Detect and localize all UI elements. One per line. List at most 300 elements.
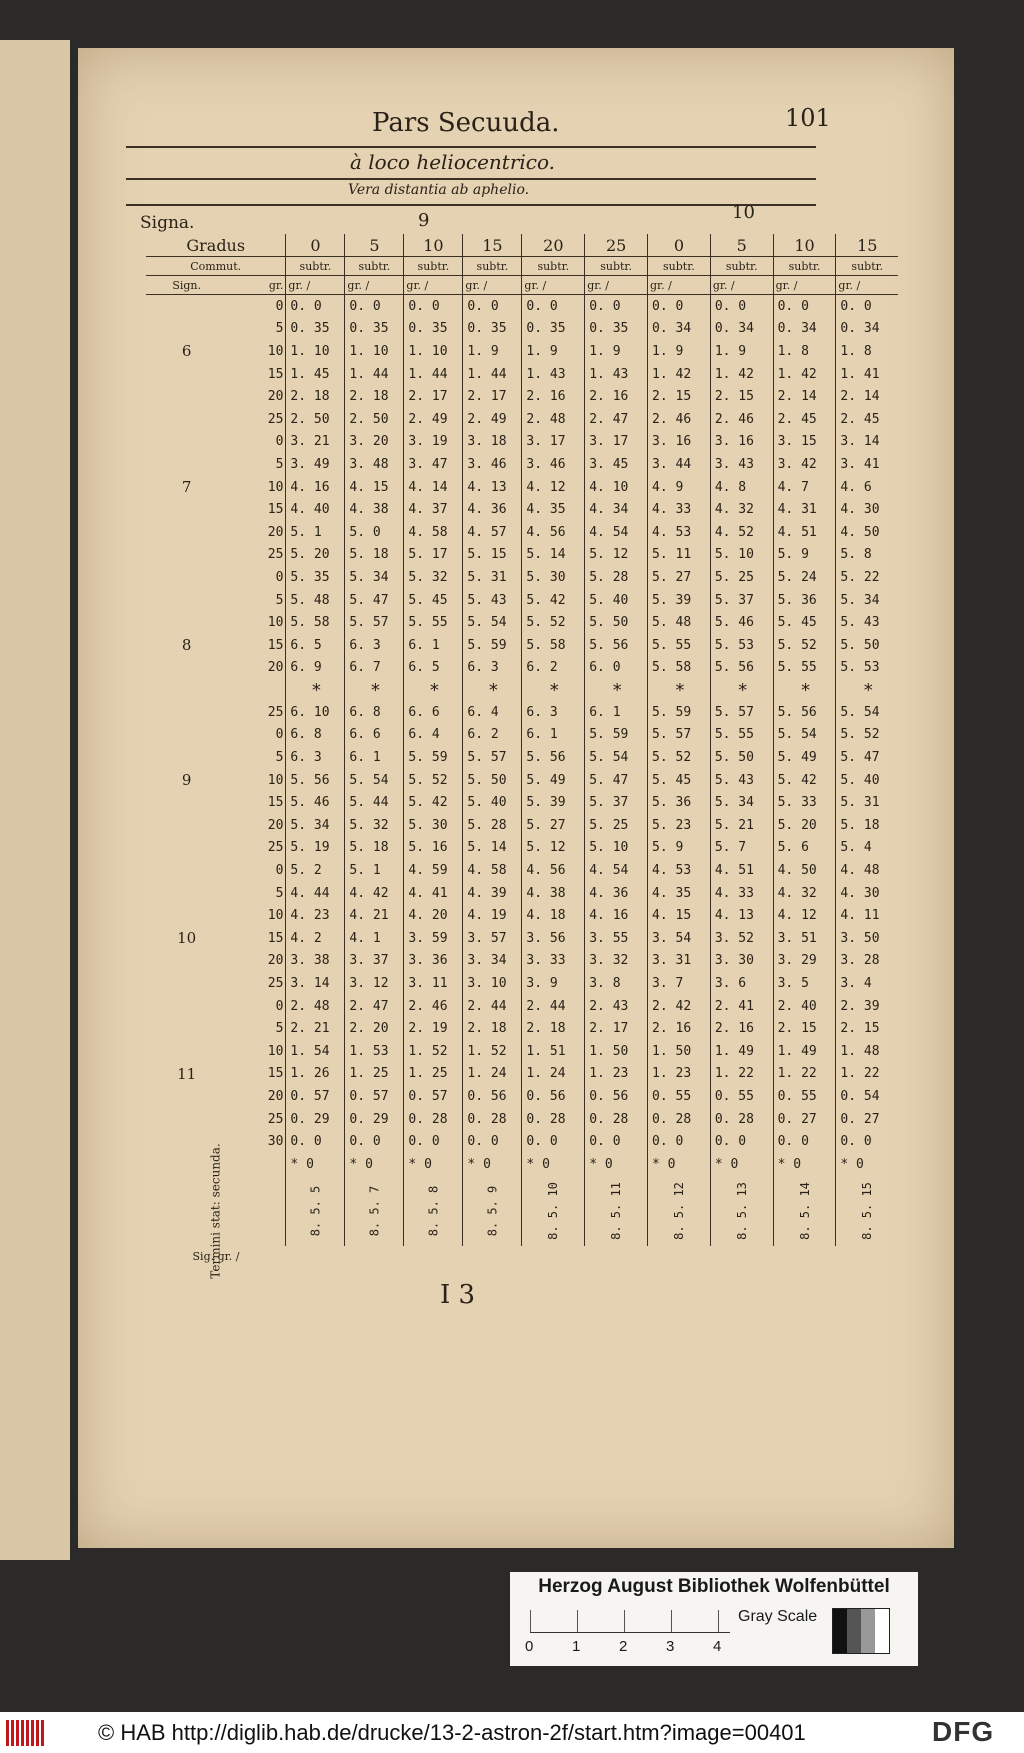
value-cell: 6. 9 bbox=[286, 657, 345, 680]
value-cell: 2. 47 bbox=[345, 995, 404, 1018]
degree-cell: 15 bbox=[267, 366, 284, 382]
degree-cell: 25 bbox=[267, 704, 284, 720]
value-cell: 5. 14 bbox=[522, 544, 585, 567]
value-cell: 5. 16 bbox=[404, 837, 463, 860]
value-cell: 0. 27 bbox=[836, 1108, 898, 1131]
unit-header-row bbox=[146, 276, 898, 295]
commut-label: Commut. bbox=[146, 257, 286, 276]
value-cell: 5. 12 bbox=[522, 837, 585, 860]
column-header: 0 bbox=[286, 234, 345, 257]
sign-cell bbox=[146, 995, 227, 1018]
value-cell: 5. 1 bbox=[286, 521, 345, 544]
value-cell: 0. 35 bbox=[463, 318, 522, 341]
value-cell: 1. 10 bbox=[345, 340, 404, 363]
value-cell: 0. 0 bbox=[522, 295, 585, 318]
value-cell: 5. 56 bbox=[710, 657, 773, 680]
value-cell: 3. 55 bbox=[585, 927, 648, 950]
sign-cell bbox=[146, 1085, 227, 1108]
page-number: 101 bbox=[785, 104, 831, 132]
value-cell: 6. 3 bbox=[522, 701, 585, 724]
value-cell: 1. 23 bbox=[648, 1063, 711, 1086]
value-cell: 0. 0 bbox=[463, 295, 522, 318]
value-cell: 2. 50 bbox=[345, 408, 404, 431]
value-cell: 4. 56 bbox=[522, 521, 585, 544]
value-cell: 5. 54 bbox=[345, 769, 404, 792]
value-cell: 3. 57 bbox=[463, 927, 522, 950]
value-cell: 5. 0 bbox=[345, 521, 404, 544]
unit-label: gr. / bbox=[773, 276, 836, 295]
value-cell: 5. 49 bbox=[522, 769, 585, 792]
value-cell: 4. 12 bbox=[773, 904, 836, 927]
value-cell: 4. 40 bbox=[286, 498, 345, 521]
value-cell: 5. 42 bbox=[404, 791, 463, 814]
table-row bbox=[146, 589, 898, 612]
hab-logo-icon bbox=[6, 1720, 46, 1746]
value-cell: 1. 51 bbox=[522, 1040, 585, 1063]
value-cell: * 0 bbox=[345, 1153, 404, 1176]
library-color-card bbox=[510, 1572, 918, 1666]
value-cell: 1. 52 bbox=[463, 1040, 522, 1063]
footer-bar bbox=[0, 1712, 1024, 1753]
value-cell: 4. 15 bbox=[648, 904, 711, 927]
value-cell: 5. 49 bbox=[773, 746, 836, 769]
unit-label: gr. / bbox=[836, 276, 898, 295]
value-cell: 1. 25 bbox=[345, 1063, 404, 1086]
table-row bbox=[146, 1153, 898, 1176]
value-cell: 5. 24 bbox=[773, 566, 836, 589]
value-cell: 6. 2 bbox=[522, 657, 585, 680]
termini-value: 8. 5. 5 bbox=[308, 1185, 323, 1236]
value-cell: 3. 5 bbox=[773, 972, 836, 995]
value-cell: 1. 22 bbox=[773, 1063, 836, 1086]
value-cell: 0. 34 bbox=[710, 318, 773, 341]
degree-cell: 15 bbox=[267, 637, 284, 653]
value-cell: 5. 20 bbox=[773, 814, 836, 837]
degree-cell: 10 bbox=[267, 1043, 284, 1059]
value-cell: 6. 3 bbox=[345, 634, 404, 657]
value-cell: 1. 43 bbox=[522, 363, 585, 386]
value-cell: 6. 5 bbox=[286, 634, 345, 657]
scale-tick bbox=[624, 1610, 625, 1632]
termini-cell bbox=[522, 1176, 585, 1246]
footer-url[interactable]: © HAB http://diglib.hab.de/drucke/13-2-astron-2f/start.htm?image=00401 bbox=[98, 1720, 806, 1745]
value-cell: 5. 44 bbox=[345, 791, 404, 814]
termini-sub-label: Sig. gr. / bbox=[192, 1250, 240, 1264]
value-cell: 5. 55 bbox=[404, 611, 463, 634]
sign-cell bbox=[146, 611, 227, 634]
termini-label: Termini stat: secunda. bbox=[208, 1142, 223, 1279]
value-cell: * 0 bbox=[585, 1153, 648, 1176]
value-cell: 5. 31 bbox=[463, 566, 522, 589]
value-cell: 1. 41 bbox=[836, 363, 898, 386]
degree-cell: 25 bbox=[267, 840, 284, 856]
value-cell: 4. 10 bbox=[585, 476, 648, 499]
value-cell: 5. 30 bbox=[404, 814, 463, 837]
value-cell: 5. 54 bbox=[773, 724, 836, 747]
value-cell: 3. 51 bbox=[773, 927, 836, 950]
value-cell: 5. 53 bbox=[710, 634, 773, 657]
gr-label: gr. bbox=[227, 276, 286, 295]
value-cell: 4. 18 bbox=[522, 904, 585, 927]
value-cell: * bbox=[404, 679, 463, 701]
value-cell: 0. 0 bbox=[345, 295, 404, 318]
value-cell: 2. 40 bbox=[773, 995, 836, 1018]
value-cell: 4. 31 bbox=[773, 498, 836, 521]
value-cell: 5. 12 bbox=[585, 544, 648, 567]
table-row bbox=[146, 995, 898, 1018]
scale-number: 3 bbox=[666, 1638, 675, 1655]
value-cell: 1. 10 bbox=[404, 340, 463, 363]
value-cell: 2. 39 bbox=[836, 995, 898, 1018]
value-cell: 0. 56 bbox=[522, 1085, 585, 1108]
value-cell: 5. 56 bbox=[773, 701, 836, 724]
value-cell: 5. 27 bbox=[522, 814, 585, 837]
table-row bbox=[146, 769, 898, 792]
value-cell: 4. 16 bbox=[585, 904, 648, 927]
value-cell: 0. 0 bbox=[648, 295, 711, 318]
value-cell: 3. 41 bbox=[836, 453, 898, 476]
degree-cell: 10 bbox=[267, 343, 284, 359]
sign-cell bbox=[146, 521, 227, 544]
value-cell: 5. 53 bbox=[836, 657, 898, 680]
table-row bbox=[146, 701, 898, 724]
value-cell: 4. 13 bbox=[710, 904, 773, 927]
degree-cell: 5 bbox=[275, 1021, 284, 1037]
value-cell: 1. 44 bbox=[345, 363, 404, 386]
value-cell: 5. 55 bbox=[773, 657, 836, 680]
value-cell: 4. 32 bbox=[773, 882, 836, 905]
degree-cell: 5 bbox=[275, 592, 284, 608]
sign-cell bbox=[146, 859, 227, 882]
value-cell: 0. 57 bbox=[286, 1085, 345, 1108]
value-cell: 1. 54 bbox=[286, 1040, 345, 1063]
value-cell: 4. 30 bbox=[836, 498, 898, 521]
termini-row bbox=[146, 1176, 898, 1246]
value-cell: * bbox=[585, 679, 648, 701]
value-cell: 5. 30 bbox=[522, 566, 585, 589]
degree-cell: 20 bbox=[267, 817, 284, 833]
value-cell: 6. 4 bbox=[404, 724, 463, 747]
value-cell: 2. 17 bbox=[404, 385, 463, 408]
value-cell: 4. 33 bbox=[710, 882, 773, 905]
degree-cell: 0 bbox=[275, 727, 284, 743]
value-cell: 4. 20 bbox=[404, 904, 463, 927]
value-cell: 5. 34 bbox=[710, 791, 773, 814]
value-cell: * bbox=[648, 679, 711, 701]
termini-value: 8. 5. 7 bbox=[367, 1185, 382, 1236]
value-cell: 5. 59 bbox=[463, 634, 522, 657]
degree-cell: 5 bbox=[275, 321, 284, 337]
sign-cell: 10 bbox=[177, 929, 197, 948]
value-cell: 0. 0 bbox=[522, 1130, 585, 1153]
value-cell: 3. 45 bbox=[585, 453, 648, 476]
value-cell: 3. 44 bbox=[648, 453, 711, 476]
value-cell: 5. 14 bbox=[463, 837, 522, 860]
table-row bbox=[146, 657, 898, 680]
value-cell: 3. 17 bbox=[585, 431, 648, 454]
value-cell: 6. 2 bbox=[463, 724, 522, 747]
degree-cell: 15 bbox=[267, 930, 284, 946]
table-row bbox=[146, 791, 898, 814]
value-cell: 5. 33 bbox=[773, 791, 836, 814]
sign-cell bbox=[146, 498, 227, 521]
value-cell: 6. 8 bbox=[286, 724, 345, 747]
value-cell: 0. 0 bbox=[585, 1130, 648, 1153]
value-cell: 4. 53 bbox=[648, 521, 711, 544]
sign-cell bbox=[146, 701, 227, 724]
value-cell: 1. 44 bbox=[463, 363, 522, 386]
value-cell: 0. 34 bbox=[648, 318, 711, 341]
value-cell: 5. 42 bbox=[773, 769, 836, 792]
value-cell: 2. 43 bbox=[585, 995, 648, 1018]
value-cell: 4. 14 bbox=[404, 476, 463, 499]
value-cell: 3. 4 bbox=[836, 972, 898, 995]
value-cell: 0. 27 bbox=[773, 1108, 836, 1131]
table-row bbox=[146, 972, 898, 995]
value-cell: 0. 29 bbox=[345, 1108, 404, 1131]
table-row bbox=[146, 611, 898, 634]
value-cell: 0. 0 bbox=[773, 1130, 836, 1153]
value-cell: 4. 42 bbox=[345, 882, 404, 905]
value-cell: 0. 0 bbox=[710, 1130, 773, 1153]
table-row bbox=[146, 724, 898, 747]
value-cell: 6. 1 bbox=[522, 724, 585, 747]
unit-label: gr. / bbox=[710, 276, 773, 295]
value-cell: 2. 14 bbox=[773, 385, 836, 408]
value-cell: 2. 50 bbox=[286, 408, 345, 431]
value-cell: 6. 8 bbox=[345, 701, 404, 724]
table-row bbox=[146, 566, 898, 589]
value-cell: 5. 11 bbox=[648, 544, 711, 567]
degree-cell: 25 bbox=[267, 411, 284, 427]
table-row bbox=[146, 1130, 898, 1153]
value-cell: 0. 0 bbox=[648, 1130, 711, 1153]
value-cell: 0. 28 bbox=[463, 1108, 522, 1131]
termini-cell bbox=[286, 1176, 345, 1246]
value-cell: 3. 52 bbox=[710, 927, 773, 950]
value-cell: 6. 5 bbox=[404, 657, 463, 680]
value-cell: 5. 2 bbox=[286, 859, 345, 882]
table-row bbox=[146, 431, 898, 454]
value-cell: 5. 55 bbox=[710, 724, 773, 747]
table-row bbox=[146, 904, 898, 927]
value-cell: 1. 23 bbox=[585, 1063, 648, 1086]
degree-cell: 25 bbox=[267, 547, 284, 563]
signature-mark: I 3 bbox=[440, 1280, 476, 1310]
value-cell: 1. 9 bbox=[710, 340, 773, 363]
table-row bbox=[146, 859, 898, 882]
value-cell: 6. 3 bbox=[286, 746, 345, 769]
table-row bbox=[146, 1108, 898, 1131]
value-cell: 1. 43 bbox=[585, 363, 648, 386]
subtr-label: subtr. bbox=[404, 257, 463, 276]
degree-cell: 30 bbox=[267, 1134, 284, 1150]
value-cell: 5. 27 bbox=[648, 566, 711, 589]
value-cell: 5. 40 bbox=[585, 589, 648, 612]
value-cell: 2. 46 bbox=[710, 408, 773, 431]
value-cell: 0. 29 bbox=[286, 1108, 345, 1131]
unit-label: gr. / bbox=[522, 276, 585, 295]
value-cell: 5. 50 bbox=[710, 746, 773, 769]
value-cell: * 0 bbox=[648, 1153, 711, 1176]
value-cell: 0. 55 bbox=[648, 1085, 711, 1108]
value-cell: 2. 18 bbox=[463, 1017, 522, 1040]
table-row bbox=[146, 927, 898, 950]
degree-cell: 10 bbox=[267, 772, 284, 788]
value-cell: 0. 28 bbox=[710, 1108, 773, 1131]
value-cell: 4. 39 bbox=[463, 882, 522, 905]
value-cell: 5. 32 bbox=[345, 814, 404, 837]
subtr-label: subtr. bbox=[710, 257, 773, 276]
value-cell: 5. 7 bbox=[710, 837, 773, 860]
table-row bbox=[146, 453, 898, 476]
column-header: 25 bbox=[585, 234, 648, 257]
value-cell: * bbox=[522, 679, 585, 701]
sign-cell bbox=[146, 950, 227, 973]
value-cell: 3. 32 bbox=[585, 950, 648, 973]
value-cell: 2. 46 bbox=[648, 408, 711, 431]
value-cell: 3. 37 bbox=[345, 950, 404, 973]
value-cell: 4. 44 bbox=[286, 882, 345, 905]
degree-cell: 25 bbox=[267, 976, 284, 992]
value-cell: 0. 35 bbox=[585, 318, 648, 341]
value-cell: 2. 44 bbox=[522, 995, 585, 1018]
value-cell: 5. 48 bbox=[286, 589, 345, 612]
value-cell: 5. 47 bbox=[345, 589, 404, 612]
value-cell: 6. 1 bbox=[404, 634, 463, 657]
table-row bbox=[146, 476, 898, 499]
value-cell: 3. 31 bbox=[648, 950, 711, 973]
value-cell: 1. 8 bbox=[773, 340, 836, 363]
value-cell: 5. 57 bbox=[345, 611, 404, 634]
value-cell: 5. 50 bbox=[463, 769, 522, 792]
value-cell: 3. 30 bbox=[710, 950, 773, 973]
value-cell: 5. 10 bbox=[710, 544, 773, 567]
value-cell: 5. 43 bbox=[463, 589, 522, 612]
value-cell: 5. 45 bbox=[648, 769, 711, 792]
value-cell: 5. 40 bbox=[463, 791, 522, 814]
value-cell: 3. 38 bbox=[286, 950, 345, 973]
value-cell: 3. 7 bbox=[648, 972, 711, 995]
value-cell: * 0 bbox=[286, 1153, 345, 1176]
value-cell: 0. 56 bbox=[463, 1085, 522, 1108]
value-cell: 2. 19 bbox=[404, 1017, 463, 1040]
value-cell: * 0 bbox=[710, 1153, 773, 1176]
termini-value: 8. 5. 12 bbox=[671, 1181, 686, 1240]
value-cell: 4. 38 bbox=[345, 498, 404, 521]
value-cell: 4. 16 bbox=[286, 476, 345, 499]
degree-cell: 5 bbox=[275, 750, 284, 766]
value-cell: 0. 55 bbox=[773, 1085, 836, 1108]
value-cell: 3. 6 bbox=[710, 972, 773, 995]
table-row bbox=[146, 1040, 898, 1063]
scale-number: 0 bbox=[525, 1638, 534, 1655]
sign-cell bbox=[146, 1017, 227, 1040]
termini-value: 8. 5. 11 bbox=[609, 1181, 624, 1240]
dfg-logo: DFG bbox=[932, 1716, 995, 1747]
value-cell: 3. 47 bbox=[404, 453, 463, 476]
value-cell: 5. 54 bbox=[585, 746, 648, 769]
subtr-label: subtr. bbox=[522, 257, 585, 276]
value-cell: 4. 48 bbox=[836, 859, 898, 882]
value-cell: 3. 20 bbox=[345, 431, 404, 454]
value-cell: 3. 18 bbox=[463, 431, 522, 454]
value-cell: * bbox=[345, 679, 404, 701]
value-cell: 5. 35 bbox=[286, 566, 345, 589]
signa-label: Signa. bbox=[140, 213, 195, 233]
unit-label: gr. / bbox=[286, 276, 345, 295]
value-cell: 0. 57 bbox=[345, 1085, 404, 1108]
value-cell: 5. 52 bbox=[522, 611, 585, 634]
column-header: 15 bbox=[463, 234, 522, 257]
degree-cell: 5 bbox=[275, 456, 284, 472]
value-cell: 5. 58 bbox=[286, 611, 345, 634]
subtr-label: subtr. bbox=[773, 257, 836, 276]
value-cell: 5. 46 bbox=[286, 791, 345, 814]
column-header: 0 bbox=[648, 234, 711, 257]
value-cell: 0. 28 bbox=[585, 1108, 648, 1131]
sign-cell bbox=[146, 882, 227, 905]
value-cell: 5. 25 bbox=[710, 566, 773, 589]
value-cell: 3. 21 bbox=[286, 431, 345, 454]
value-cell: 0. 54 bbox=[836, 1085, 898, 1108]
signa-value-10: 10 bbox=[732, 202, 755, 223]
value-cell: 5. 4 bbox=[836, 837, 898, 860]
value-cell: 2. 15 bbox=[710, 385, 773, 408]
value-cell: 0. 0 bbox=[345, 1130, 404, 1153]
table-row bbox=[146, 1017, 898, 1040]
value-cell: 5. 28 bbox=[463, 814, 522, 837]
value-cell: 5. 45 bbox=[404, 589, 463, 612]
termini-cell bbox=[585, 1176, 648, 1246]
degree-cell: 20 bbox=[267, 953, 284, 969]
termini-value: 8. 5. 10 bbox=[546, 1181, 561, 1240]
table-row bbox=[146, 837, 898, 860]
degree-cell: 0 bbox=[275, 863, 284, 879]
value-cell: 1. 25 bbox=[404, 1063, 463, 1086]
termini-cell bbox=[345, 1176, 404, 1246]
table-row bbox=[146, 318, 898, 341]
value-cell: 0. 0 bbox=[463, 1130, 522, 1153]
value-cell: 3. 54 bbox=[648, 927, 711, 950]
sign-cell: 7 bbox=[181, 478, 192, 497]
table-row bbox=[146, 385, 898, 408]
value-cell: 5. 57 bbox=[648, 724, 711, 747]
value-cell: 5. 28 bbox=[585, 566, 648, 589]
value-cell: 2. 15 bbox=[836, 1017, 898, 1040]
value-cell: 4. 21 bbox=[345, 904, 404, 927]
subtitle-heliocentric: à loco heliocentrico. bbox=[350, 150, 556, 174]
value-cell: 2. 41 bbox=[710, 995, 773, 1018]
sign-cell bbox=[146, 791, 227, 814]
value-cell: 4. 30 bbox=[836, 882, 898, 905]
value-cell: 5. 56 bbox=[286, 769, 345, 792]
value-cell: 1. 50 bbox=[648, 1040, 711, 1063]
column-header: 20 bbox=[522, 234, 585, 257]
value-cell: 4. 35 bbox=[648, 882, 711, 905]
sign-cell bbox=[146, 746, 227, 769]
value-cell: * 0 bbox=[463, 1153, 522, 1176]
value-cell: 4. 56 bbox=[522, 859, 585, 882]
value-cell: 2. 18 bbox=[345, 385, 404, 408]
table-row bbox=[146, 814, 898, 837]
table-row bbox=[146, 950, 898, 973]
value-cell: 5. 10 bbox=[585, 837, 648, 860]
degree-cell bbox=[227, 1153, 286, 1176]
value-cell: 5. 54 bbox=[463, 611, 522, 634]
value-cell: 5. 59 bbox=[585, 724, 648, 747]
value-cell: * 0 bbox=[773, 1153, 836, 1176]
